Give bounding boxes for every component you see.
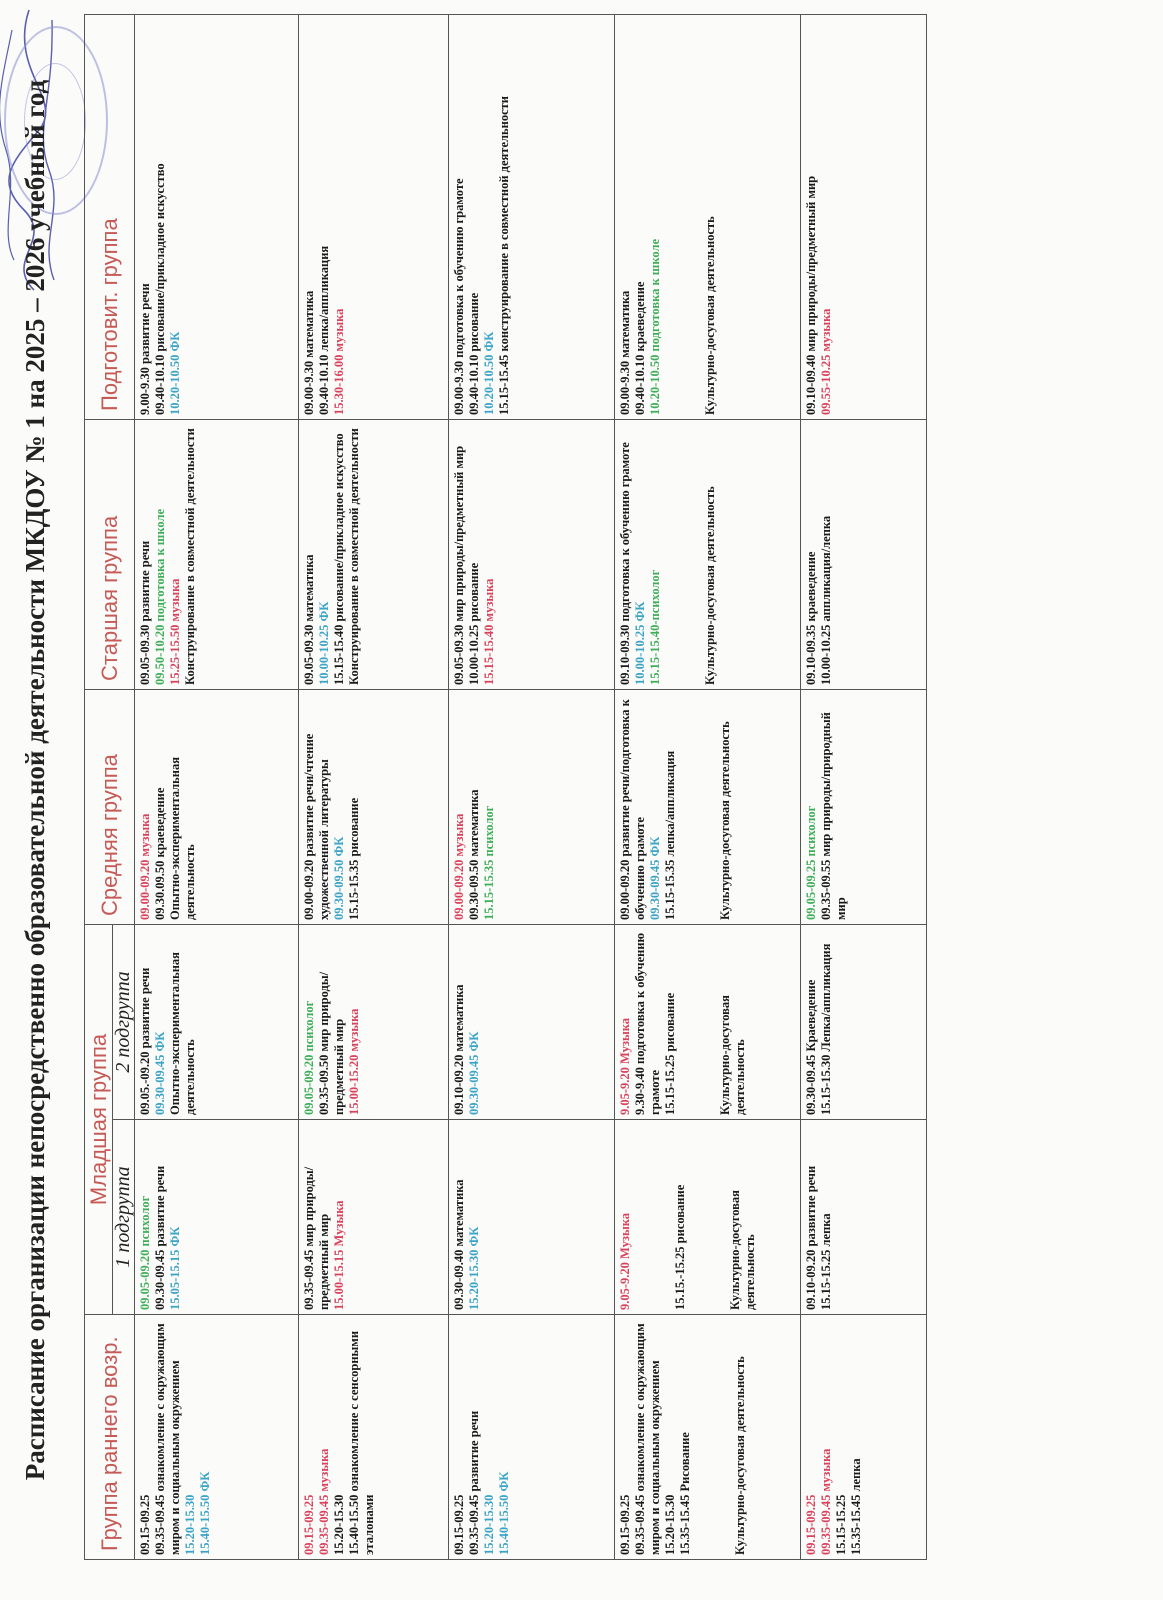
- activity-line: 09.10-09.20 развитие речи: [804, 1165, 818, 1310]
- activity-line: Опытно-экспериментальная деятельность: [168, 952, 197, 1115]
- activity-line: 09.00-9.30 математика: [618, 290, 632, 415]
- activity-line: 09.30-09.45 Краеведение: [804, 979, 818, 1115]
- activity-line: Опытно-экспериментальная деятельность: [168, 757, 197, 920]
- cell-senior-group: [801, 419, 927, 689]
- activity-line: 09.05-09.20 психолог: [302, 1000, 316, 1115]
- activity-line: Культурно-досуговая деятельность: [703, 216, 717, 415]
- activity-line: 09.10-09.20 математика: [452, 984, 466, 1115]
- activity-line: 15.40-15.50 ФК: [497, 1471, 511, 1555]
- cell-junior-subgroup-1: [449, 1120, 615, 1315]
- schedule-day-row: [801, 14, 927, 1559]
- activity-line: 09.40-10.10 краеведение: [633, 281, 647, 415]
- cell-middle-group: [615, 689, 801, 924]
- activity-line: 09.30-09.40 математика: [452, 1179, 466, 1310]
- header-early-group: Группа раннего возр.: [85, 1315, 135, 1560]
- activity-line: 09.05-09.30 развитие речи: [138, 540, 152, 685]
- cell-senior-group: [615, 419, 801, 689]
- cell-prep-group: [299, 14, 449, 419]
- cell-junior-subgroup-1: [299, 1120, 449, 1315]
- cell-early-group: [615, 1315, 801, 1560]
- cell-middle-group: [135, 689, 299, 924]
- cell-junior-subgroup-2: [135, 924, 299, 1119]
- spacer: [633, 1124, 673, 1310]
- activity-line: 09.00-9.30 подготовка к обучению грамоте: [452, 178, 466, 415]
- activity-line: 15.15-15.25: [834, 1494, 848, 1555]
- activity-line: 15.35-15.45 Рисование: [678, 1432, 692, 1555]
- activity-line: 09.40-10.10 рисование: [467, 292, 481, 415]
- activity-line: 09.35-09.45 мир природы/предметный мир: [302, 1166, 331, 1310]
- activity-line: 15.30-16.00 музыка: [332, 308, 346, 415]
- schedule-day-row: [449, 14, 615, 1559]
- cell-junior-subgroup-1: [135, 1120, 299, 1315]
- spacer: [693, 1319, 733, 1555]
- activity-line: 15.40-15.50 ФК: [198, 1471, 212, 1555]
- activity-line: 09.30-09.50 ФК: [332, 836, 346, 920]
- cell-junior-subgroup-1: [801, 1120, 927, 1315]
- activity-line: 15.20-15.30 ФК: [467, 1226, 481, 1310]
- activity-line: 09.15-09.25: [618, 1494, 632, 1555]
- cell-prep-group: [615, 14, 801, 419]
- activity-line: 09.30-09.45 ФК: [467, 1031, 481, 1115]
- spacer: [678, 929, 718, 1115]
- activity-line: 09.35-09.55 мир природы/природный мир: [819, 712, 848, 920]
- spacer: [678, 694, 718, 920]
- activity-line: 09.30-09.45 ФК: [648, 836, 662, 920]
- header-junior-subgroup-1: 1 подгруппа: [113, 1120, 135, 1315]
- activity-line: 09.35-09.50 мир природы/предметный мир: [317, 971, 346, 1115]
- activity-line: 09.35-09.45 музыка: [317, 1448, 331, 1555]
- activity-line: 09.05-09.30 математика: [302, 554, 316, 685]
- activity-line: 09.40-10.10 лепка/аппликация: [317, 245, 331, 415]
- activity-line: 10.00-10.25 ФК: [317, 601, 331, 685]
- cell-middle-group: [299, 689, 449, 924]
- cell-junior-subgroup-2: [449, 924, 615, 1119]
- activity-line: 15.05-15.15 ФК: [168, 1226, 182, 1310]
- activity-line: 09.35-09.45 развитие речи: [467, 1410, 481, 1555]
- schedule-day-row: [135, 14, 299, 1559]
- cell-early-group: [299, 1315, 449, 1560]
- activity-line: Конструирование в совместной деятельности: [347, 428, 361, 685]
- activity-line: Культурно-досуговая деятельность: [718, 995, 747, 1115]
- activity-line: 9.00-9.30 развитие речи: [138, 283, 152, 415]
- cell-middle-group: [801, 689, 927, 924]
- activity-line: 15.20-15.30: [482, 1494, 496, 1555]
- activity-line: 15.20-15.30: [663, 1494, 677, 1555]
- activity-line: 15.15-15.40 музыка: [482, 578, 496, 685]
- activity-line: 10.20-10.50 подготовка к школе: [648, 238, 662, 415]
- activity-line: 09.05.-09.20 развитие речи: [138, 967, 152, 1115]
- activity-line: 09.00-09.20 музыка: [452, 813, 466, 920]
- activity-line: 15.15-15.45 конструирование в совместной деятельности: [497, 96, 511, 415]
- activity-line: Культурно-досуговая деятельность: [733, 1356, 747, 1555]
- activity-line: 10.00-10.25 ФК: [633, 601, 647, 685]
- spacer: [688, 1124, 728, 1310]
- cell-senior-group: [299, 419, 449, 689]
- activity-line: 09.55-10.25 музыка: [819, 308, 833, 415]
- activity-line: 09.00-09.20 развитие речи/чтение художественной литературы: [302, 733, 331, 920]
- activity-line: 15.15-15.35 психолог: [482, 805, 496, 920]
- activity-line: 10.20-10.50 ФК: [482, 331, 496, 415]
- activity-line: 9.05-9.20 Музыка: [618, 1213, 632, 1310]
- activity-line: 09.05-09.20 психолог: [138, 1195, 152, 1310]
- activity-line: 09.30-09.45 развитие речи: [153, 1165, 167, 1310]
- activity-line: 09.10-09.35 краеведение: [804, 551, 818, 685]
- activity-line: 09.00-09.20 развитие речи/подготовка к обучению грамоте: [618, 699, 647, 920]
- activity-line: 15.00-15.20 музыка: [347, 1008, 361, 1115]
- activity-line: 15.15-15.40-психолог: [648, 569, 662, 685]
- activity-line: 9.05-9.20 Музыка: [618, 1018, 632, 1115]
- activity-line: Культурно-досуговая деятельность: [718, 721, 732, 920]
- activity-line: 15.25-15.50 музыка: [168, 578, 182, 685]
- activity-line: 9.30-9.40 подготовка к обучению грамоте: [633, 932, 662, 1115]
- header-middle-group: Средняя группа: [85, 689, 135, 924]
- activity-line: 15.15-15.30 Лепка/аппликация: [819, 943, 833, 1115]
- activity-line: 15.15-15.25 лепка: [819, 1213, 833, 1310]
- cell-early-group: [801, 1315, 927, 1560]
- activity-line: 09.15-09.25: [302, 1494, 316, 1555]
- activity-line: 09.50-10.20 подготовка к школе: [153, 508, 167, 685]
- activity-line: 09.30.09.50 краеведение: [153, 787, 167, 920]
- activity-line: 09.35-09.45 ознакомление с окружающим миром и социальным окружением: [633, 1323, 662, 1555]
- activity-line: 09.15-09.25: [138, 1494, 152, 1555]
- activity-line: 15.20-15.30: [332, 1494, 346, 1555]
- activity-line: 15.15-15.35 лепка/аппликация: [663, 750, 677, 920]
- activity-line: 15.35-15.45 лепка: [849, 1458, 863, 1555]
- schedule-day-row: [615, 14, 801, 1559]
- cell-junior-subgroup-1: [615, 1120, 801, 1315]
- activity-line: 09.35-09.45 музыка: [819, 1448, 833, 1555]
- activity-line: 09.05-09.30 мир природы/предметный мир: [452, 445, 466, 685]
- cell-prep-group: [801, 14, 927, 419]
- schedule-rows: [135, 14, 927, 1559]
- activity-line: Культурно-досуговая деятельность: [728, 1190, 757, 1310]
- cell-junior-subgroup-2: [615, 924, 801, 1119]
- activity-line: Культурно-досуговая деятельность: [703, 486, 717, 685]
- activity-line: 15.40-15.50 ознакомление с сенсорными эталонами: [347, 1330, 376, 1555]
- activity-line: 10.00-10.25 рисование: [467, 562, 481, 685]
- activity-line: 09.15-09.25: [452, 1494, 466, 1555]
- activity-line: 09.00-09.20 музыка: [138, 813, 152, 920]
- activity-line: Конструирование в совместной деятельности: [183, 428, 197, 685]
- spacer: [663, 424, 703, 685]
- header-junior-group: Младшая группа: [85, 924, 113, 1314]
- page-title: Расписание организации непосредственно образовательной деятельности МКДОУ № 1 на 2025 – 2026 учебный год: [20, 79, 50, 1481]
- activity-line: 15.20-15.30: [183, 1494, 197, 1555]
- activity-line: 15.15-15.35 рисование: [347, 797, 361, 920]
- activity-line: 09.40-10.10 рисование/прикладное искусство: [153, 163, 167, 415]
- cell-early-group: [135, 1315, 299, 1560]
- cell-junior-subgroup-2: [801, 924, 927, 1119]
- activity-line: 09.30-09.45 ФК: [153, 1031, 167, 1115]
- cell-middle-group: [449, 689, 615, 924]
- activity-line: 15.15.-15.25 рисование: [673, 1184, 687, 1310]
- activity-line: 09.05-09.25 психолог: [804, 805, 818, 920]
- cell-prep-group: [449, 14, 615, 419]
- schedule-day-row: [299, 14, 449, 1559]
- cell-junior-subgroup-2: [299, 924, 449, 1119]
- activity-line: 15.00-15.15 Музыка: [332, 1200, 346, 1310]
- activity-line: 09.00-9.30 математика: [302, 290, 316, 415]
- schedule-table: [84, 14, 927, 1560]
- header-prep-group: Подготовит. группа: [85, 14, 135, 419]
- activity-line: 10.00-10.25 аппликация/лепка: [819, 515, 833, 685]
- cell-early-group: [449, 1315, 615, 1560]
- cell-senior-group: [135, 419, 299, 689]
- header-senior-group: Старшая группа: [85, 419, 135, 689]
- activity-line: 10.20-10.50 ФК: [168, 331, 182, 415]
- activity-line: 09.10-09.40 мир природы/предметный мир: [804, 175, 818, 415]
- activity-line: 15.15-15.25 рисование: [663, 992, 677, 1115]
- activity-line: 09.10-09.30 подготовка к обучению грамоте: [618, 442, 632, 685]
- cell-prep-group: [135, 14, 299, 419]
- spacer: [663, 19, 703, 415]
- activity-line: 09.15-09.25: [804, 1494, 818, 1555]
- activity-line: 09.30-09.50 математика: [467, 789, 481, 920]
- activity-line: 15.15-15.40 рисование/прикладное искусство: [332, 433, 346, 685]
- activity-line: 09.35-09.45 ознакомление с окружающим миром и социальным окружением: [153, 1323, 182, 1555]
- header-junior-subgroup-2: 2 подгруппа: [113, 924, 135, 1119]
- cell-senior-group: [449, 419, 615, 689]
